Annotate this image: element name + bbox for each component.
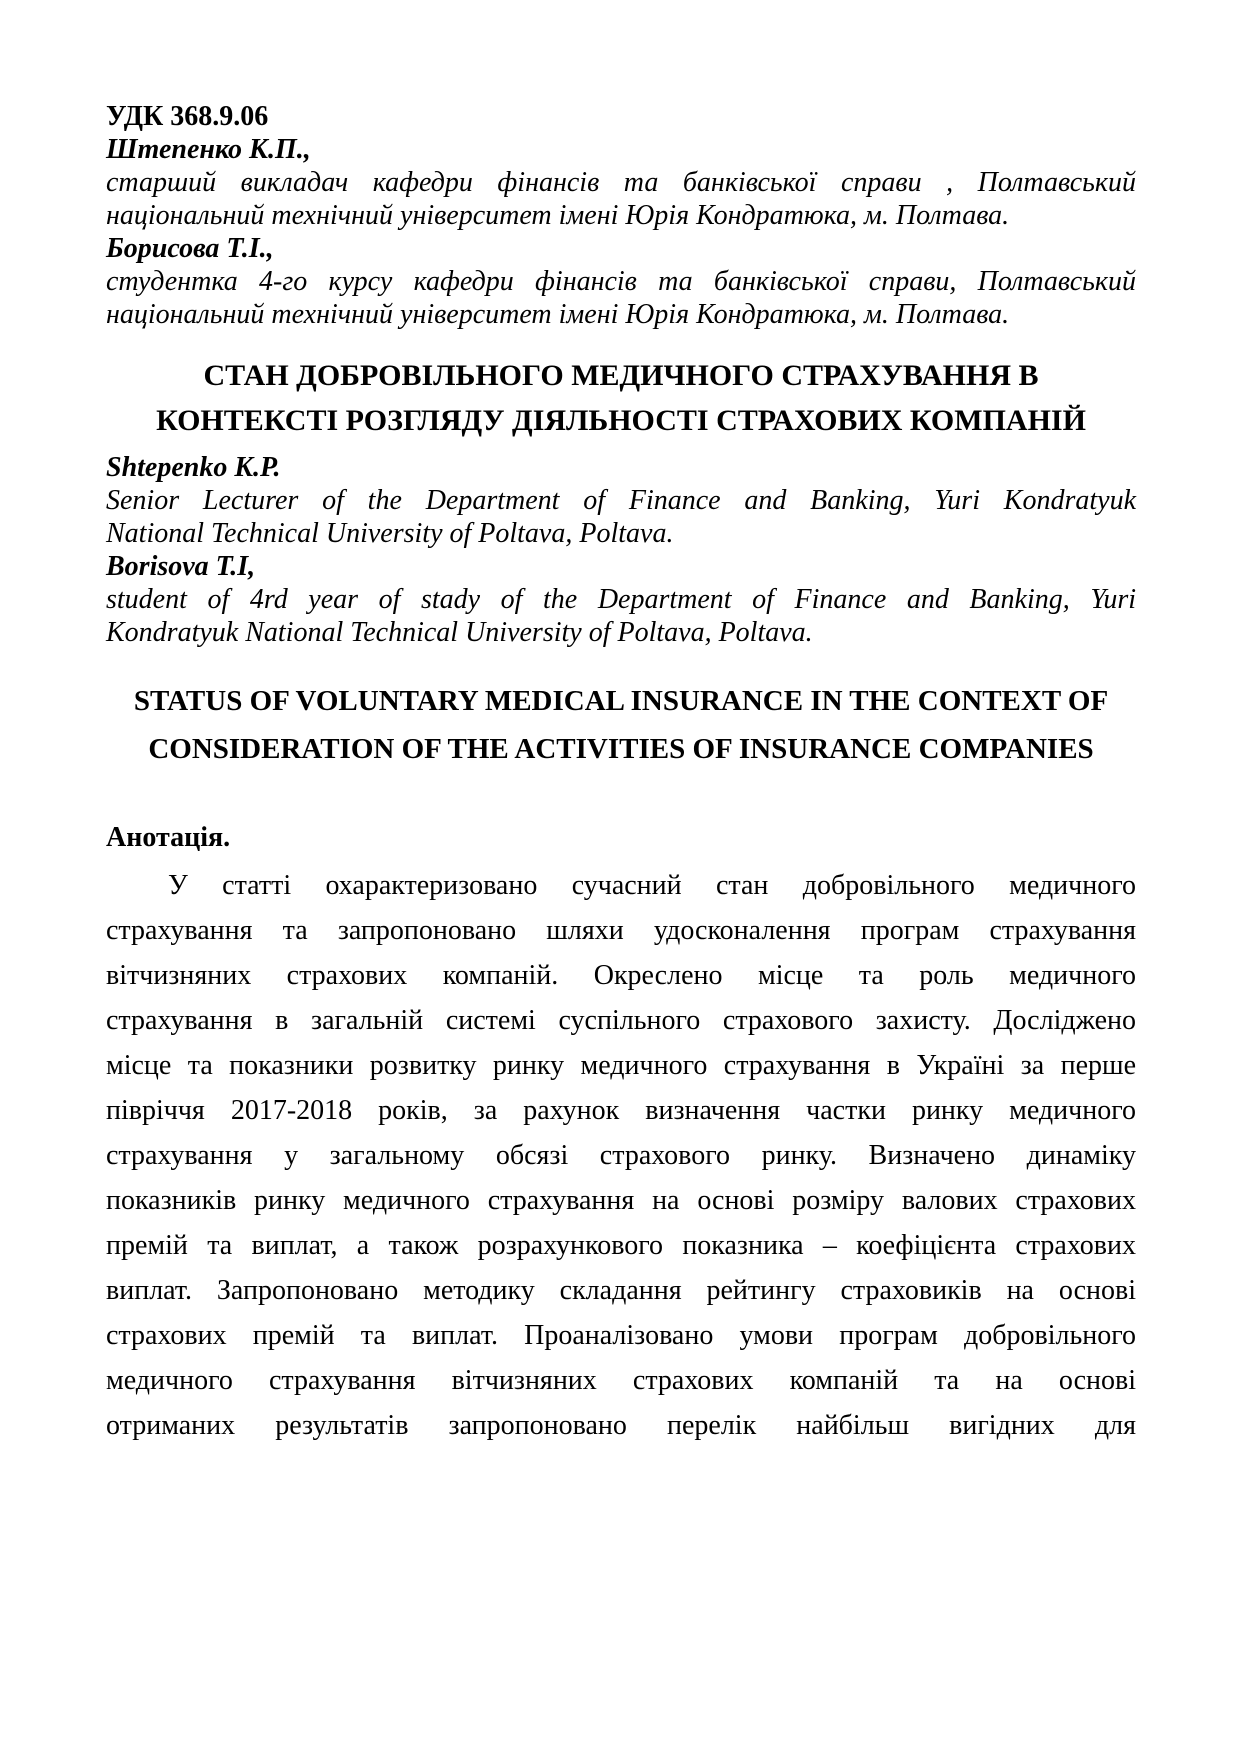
authors-en-block	[106, 451, 1136, 649]
title-en-line: STATUS OF VOLUNTARY MEDICAL INSURANCE IN THE CONTEXT OF	[133, 685, 1109, 717]
title-en-line: CONSIDERATION OF THE ACTIVITIES OF INSURANCE COMPANIES	[148, 733, 1094, 765]
abstract-paragraph	[106, 863, 1136, 1448]
abstract-line: страхування у загальному обсязі страхового ринку. Визначено динаміку	[106, 1140, 1136, 1171]
abstract-line: страхових премій та виплат. Проаналізовано умови програм добровільного	[106, 1320, 1136, 1351]
author-ua-1-affiliation-line: національний технічний університет імені Юрія Кондратюка, м. Полтава.	[106, 200, 1010, 231]
abstract-line: виплат. Запропоновано методику складання рейтингу страховиків на основі	[106, 1275, 1136, 1306]
title-ua-line: КОНТЕКСТІ РОЗГЛЯДУ ДІЯЛЬНОСТІ СТРАХОВИХ КОМПАНІЙ	[156, 404, 1086, 437]
abstract-line: отриманих результатів запропоновано перелік найбільш вигідних для	[106, 1410, 1136, 1441]
abstract-line: медичного страхування вітчизняних страхових компаній та на основі	[106, 1365, 1136, 1396]
abstract-line: страхування та запропоновано шляхи удосконалення програм страхування	[106, 915, 1136, 946]
author-ua-2-affiliation-line: національний технічний університет імені Юрія Кондратюка, м. Полтава.	[106, 299, 1010, 330]
article-title-english	[106, 677, 1136, 773]
author-en-1-affiliation-line: National Technical University of Poltava, Poltava.	[106, 518, 674, 549]
author-en-2-affiliation-line: student of 4rd year of stady of the Department of Finance and Banking, Yuri	[106, 584, 1136, 615]
title-ua-line: СТАН ДОБРОВІЛЬНОГО МЕДИЧНОГО СТРАХУВАННЯ В	[203, 359, 1039, 392]
abstract-line: премій та виплат, а також розрахункового показника – коефіцієнта страхових	[106, 1230, 1136, 1261]
author-ua-1-affiliation-line: старший викладач кафедри фінансів та банківської справи , Полтавський	[106, 167, 1136, 198]
udc-code: УДК 368.9.06	[106, 101, 269, 132]
abstract-line: півріччя 2017-2018 років, за рахунок визначення частки ринку медичного	[106, 1095, 1136, 1126]
article-title-ukrainian	[106, 353, 1136, 443]
abstract-line: місце та показники розвитку ринку медичного страхування в Україні за перше	[106, 1050, 1136, 1081]
author-ua-2-name: Борисова Т.І.,	[106, 233, 274, 264]
authors-ua-block	[106, 133, 1136, 331]
abstract-line: У статті охарактеризовано сучасний стан добровільного медичного	[168, 870, 1136, 901]
author-en-2-affiliation-line: Kondratyuk National Technical University of Poltava, Poltava.	[106, 617, 813, 648]
abstract-line: страхування в загальній системі суспільного страхового захисту. Досліджено	[106, 1005, 1136, 1036]
abstract-heading: Анотація.	[106, 822, 231, 853]
author-en-1-name: Shtepenko K.P.	[106, 452, 281, 483]
author-ua-1-name: Штепенко К.П.,	[106, 134, 311, 165]
author-en-1-affiliation-line: Senior Lecturer of the Department of Finance and Banking, Yuri Kondratyuk	[106, 485, 1136, 516]
author-en-2-name: Borisova T.I,	[106, 551, 256, 582]
abstract-line: показників ринку медичного страхування на основі розміру валових страхових	[106, 1185, 1136, 1216]
author-ua-2-affiliation-line: студентка 4-го курсу кафедри фінансів та банківської справи, Полтавський	[106, 266, 1136, 297]
abstract-line: вітчизняних страхових компаній. Окреслено місце та роль медичного	[106, 960, 1136, 991]
